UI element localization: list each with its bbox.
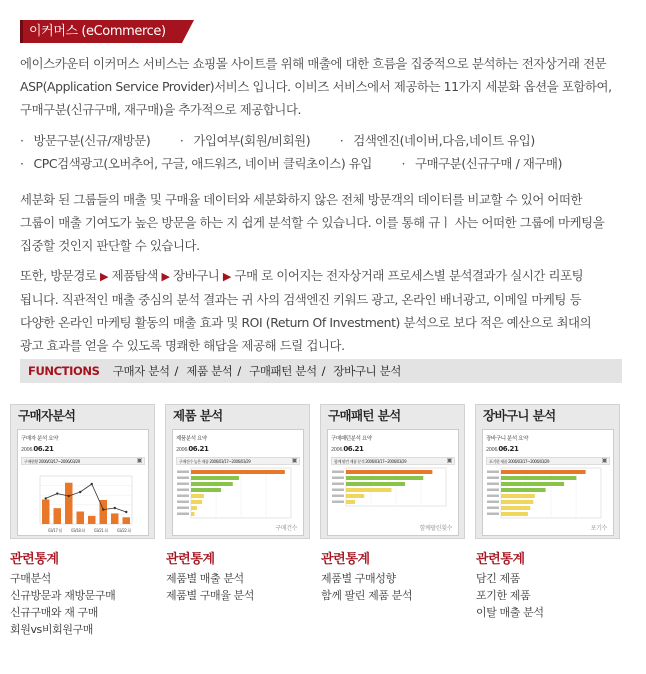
report-thumbnail (327, 429, 459, 536)
card-buyer-analysis[interactable] (10, 404, 155, 539)
row-label-placeholder (487, 513, 499, 516)
bar (346, 488, 391, 492)
stat-link[interactable]: 이탈 매출 분석 (476, 606, 544, 619)
intro-line: 에이스카운터 이커머스 서비스는 쇼핑몰 사이트를 위해 매출에 대한 흐름을 집중적으로 분석하는 전자상거래 전문 (20, 56, 607, 71)
thumb-title: 구매패턴분석 요약 (331, 436, 372, 442)
para-line: 됩니다. 직관적인 매출 중심의 분석 결과는 귀 사의 검색엔진 키워드 광고, 온라인 배너광고, 이메일 마케팅 등 (20, 292, 582, 307)
stat-link[interactable]: 제품별 매출 분석 (166, 572, 244, 585)
card-title: 제품 분석 (173, 408, 223, 423)
bullet-item: · 검색엔진(네이버,다음,네이트 유입) (340, 133, 535, 148)
functions-label: FUNCTIONS (28, 364, 100, 378)
functions-bar: FUNCTIONS 구매자 분석 / 제품 분석 / 구매패턴 분석 / 장바구니 분석 (20, 359, 622, 383)
intro-paragraph (20, 52, 640, 121)
stat-link[interactable]: 제품별 구매성향 (321, 572, 396, 585)
process-step-purchase: 구매 로 이어지는 전자상거래 프로세스별 분석결과가 실시간 리포팅 (234, 268, 584, 283)
thumb-date: 2006.06.21 (486, 445, 519, 453)
stat-link[interactable]: 신규구매와 재 구매 (10, 606, 99, 619)
combo-chart (18, 466, 148, 536)
thumb-band: 구매건수 높은 제품 2006/03/17~2006/03/29 ▣ (176, 457, 300, 465)
tick-label: 03/22 화 (117, 528, 131, 533)
tick-label: 03/21 화 (94, 528, 108, 533)
row-label-placeholder (177, 513, 189, 516)
bar (501, 470, 586, 474)
line-point (45, 497, 47, 499)
bullet-item: · 구매구분(신규구매 / 재구매) (402, 156, 563, 171)
row-label-placeholder (177, 489, 189, 492)
thumb-band: 함께 팔린 제품 분석 2006/03/17~2006/03/29 ▣ (331, 457, 455, 465)
section-title-badge: 이커머스 (eCommerce) (20, 20, 182, 43)
bar (111, 513, 119, 524)
card-title: 구매자분석 (18, 408, 76, 423)
line-point (56, 492, 58, 494)
report-thumbnail (17, 429, 149, 536)
thumb-axis-label: 포기수 (590, 525, 607, 532)
intro-line: ASP(Application Service Provider)서비스 입니다. 이비즈 서비스에서 제공하는 11가지 세분화 옵션을 포함하여, (20, 79, 612, 94)
hbar-chart (173, 466, 303, 526)
function-item[interactable]: 장바구니 분석 (333, 364, 401, 378)
line-point (79, 491, 81, 493)
arrow-right-icon: ▶ (100, 270, 109, 283)
stat-link[interactable]: 신규방문과 재방문구매 (10, 589, 116, 602)
row-label-placeholder (487, 483, 499, 486)
para-line: 집중할 것인지 판단할 수 있습니다. (20, 238, 200, 253)
function-item[interactable]: 구매자 분석 (112, 364, 170, 378)
row-label-placeholder (177, 507, 189, 510)
bar (191, 476, 239, 480)
process-step-visit: 또한, 방문경로 (20, 268, 97, 283)
arrow-right-icon: ▶ (222, 270, 231, 283)
hbar-chart (328, 466, 458, 526)
stat-link[interactable]: 함께 팔린 제품 분석 (321, 589, 413, 602)
para-line: 다양한 온라인 마케팅 활동의 매출 효과 및 ROI (Return Of Investment) 분석으로 보다 적은 예산으로 최대의 (20, 315, 592, 330)
row-label-placeholder (487, 477, 499, 480)
row-label-placeholder (487, 501, 499, 504)
bar (346, 476, 423, 480)
para-line: 광고 효과를 얻을 수 있도록 명쾌한 해답을 제공해 드릴 겁니다. (20, 338, 345, 353)
related-stats-list (476, 570, 626, 621)
process-step-product: 제품탐색 (111, 268, 158, 283)
line-point (68, 495, 70, 497)
thumb-band: 포기한 제품 2006/03/17~2006/03/29 ▣ (486, 457, 610, 465)
row-label-placeholder (332, 489, 344, 492)
report-thumbnail (482, 429, 614, 536)
thumb-title: 제품분석 요약 (176, 436, 207, 442)
row-label-placeholder (332, 477, 344, 480)
hbar-chart (483, 466, 613, 526)
bar (54, 508, 62, 524)
stat-link[interactable]: 담긴 제품 (476, 572, 521, 585)
card-cart-analysis[interactable] (475, 404, 620, 539)
line-point (91, 483, 93, 485)
bullet-item: · 방문구분(신규/재방문) (20, 133, 150, 148)
bar (191, 470, 285, 474)
para-line: 세분화 된 그룹들의 매출 및 구매율 데이터와 세분화하지 않은 전체 방문객의 데이터를 비교할 수 있어 어떠한 (20, 192, 583, 207)
row-label-placeholder (487, 507, 499, 510)
stat-link[interactable]: 포기한 제품 (476, 589, 531, 602)
function-item[interactable]: 구매패턴 분석 (249, 364, 317, 378)
bar (346, 500, 355, 504)
process-paragraph (20, 264, 640, 357)
related-stats-list (166, 570, 316, 604)
thumb-date: 2006.06.21 (176, 445, 209, 453)
bar (191, 512, 195, 516)
stat-link[interactable]: 회원vs비회원구매 (10, 623, 94, 636)
row-label-placeholder (177, 471, 189, 474)
row-label-placeholder (332, 495, 344, 498)
line-point (125, 511, 127, 513)
row-label-placeholder (332, 501, 344, 504)
bar (191, 506, 197, 510)
para-line: 그룹이 매출 기여도가 높은 방문을 하는 지 쉽게 분석할 수 있습니다. 이를 통해 규ㅣ 사는 어떠한 그룹에 마케팅을 (20, 215, 605, 230)
thumb-title: 장바구니 분석 요약 (486, 436, 529, 442)
related-stats-heading: 관련통계 (476, 552, 525, 567)
thumb-date: 2006.06.21 (331, 445, 364, 453)
bar (191, 494, 204, 498)
related-stats-list (10, 570, 160, 638)
bar (88, 516, 96, 524)
row-label-placeholder (487, 471, 499, 474)
row-label-placeholder (177, 483, 189, 486)
bar (346, 494, 364, 498)
bar (501, 500, 533, 504)
bar (191, 482, 233, 486)
related-stats-heading: 관련통계 (321, 552, 370, 567)
bar (501, 506, 530, 510)
thumb-axis-label: 함께팔린횟수 (419, 525, 452, 532)
thumb-axis-label: 구매건수 (275, 525, 297, 532)
thumb-date: 2006.06.21 (21, 445, 54, 453)
tick-label: 03/17 월 (48, 528, 62, 533)
row-label-placeholder (487, 489, 499, 492)
stat-link[interactable]: 제품별 구매율 분석 (166, 589, 255, 602)
card-title: 구매패턴 분석 (328, 408, 401, 423)
bar (501, 488, 546, 492)
arrow-right-icon: ▶ (161, 270, 170, 283)
line-point (102, 508, 104, 510)
stat-link[interactable]: 구매분석 (10, 572, 51, 585)
related-stats-heading: 관련통계 (10, 552, 59, 567)
intro-line: 구매구분(신규구매, 재구매)을 추가적으로 제공합니다. (20, 102, 302, 117)
function-item[interactable]: 제품 분석 (186, 364, 233, 378)
bullet-item: · 가입여부(회원/비회원) (180, 133, 310, 148)
row-label-placeholder (177, 495, 189, 498)
related-stats-heading: 관련통계 (166, 552, 215, 567)
thumb-title: 구매자 분석 요약 (21, 436, 59, 442)
bar (501, 476, 576, 480)
segment-bullets (20, 129, 640, 175)
bar (501, 482, 564, 486)
bar (346, 482, 405, 486)
comparison-paragraph (20, 188, 640, 257)
bar (501, 512, 528, 516)
bar (501, 494, 535, 498)
card-product-analysis[interactable] (165, 404, 310, 539)
bullet-item: · CPC검색광고(오버추어, 구글, 애드워즈, 네이버 클릭초이스) 유입 (20, 156, 372, 171)
bar (42, 500, 50, 524)
line-point (114, 507, 116, 509)
card-pattern-analysis[interactable] (320, 404, 465, 539)
bar (77, 512, 85, 524)
bar (123, 517, 131, 524)
row-label-placeholder (487, 495, 499, 498)
process-step-cart: 장바구니 (173, 268, 220, 283)
process-line (20, 264, 640, 288)
row-label-placeholder (332, 471, 344, 474)
related-stats-list (321, 570, 471, 604)
row-label-placeholder (332, 483, 344, 486)
thumb-band: 구매현황 2006/03/17~2006/03/29 ▣ (21, 457, 145, 465)
tick-label: 03/18 화 (71, 528, 85, 533)
report-thumbnail (172, 429, 304, 536)
bar (65, 483, 73, 524)
row-label-placeholder (177, 501, 189, 504)
row-label-placeholder (177, 477, 189, 480)
bar (191, 488, 221, 492)
bar (346, 470, 432, 474)
card-title: 장바구니 분석 (483, 408, 556, 423)
bar (191, 500, 202, 504)
